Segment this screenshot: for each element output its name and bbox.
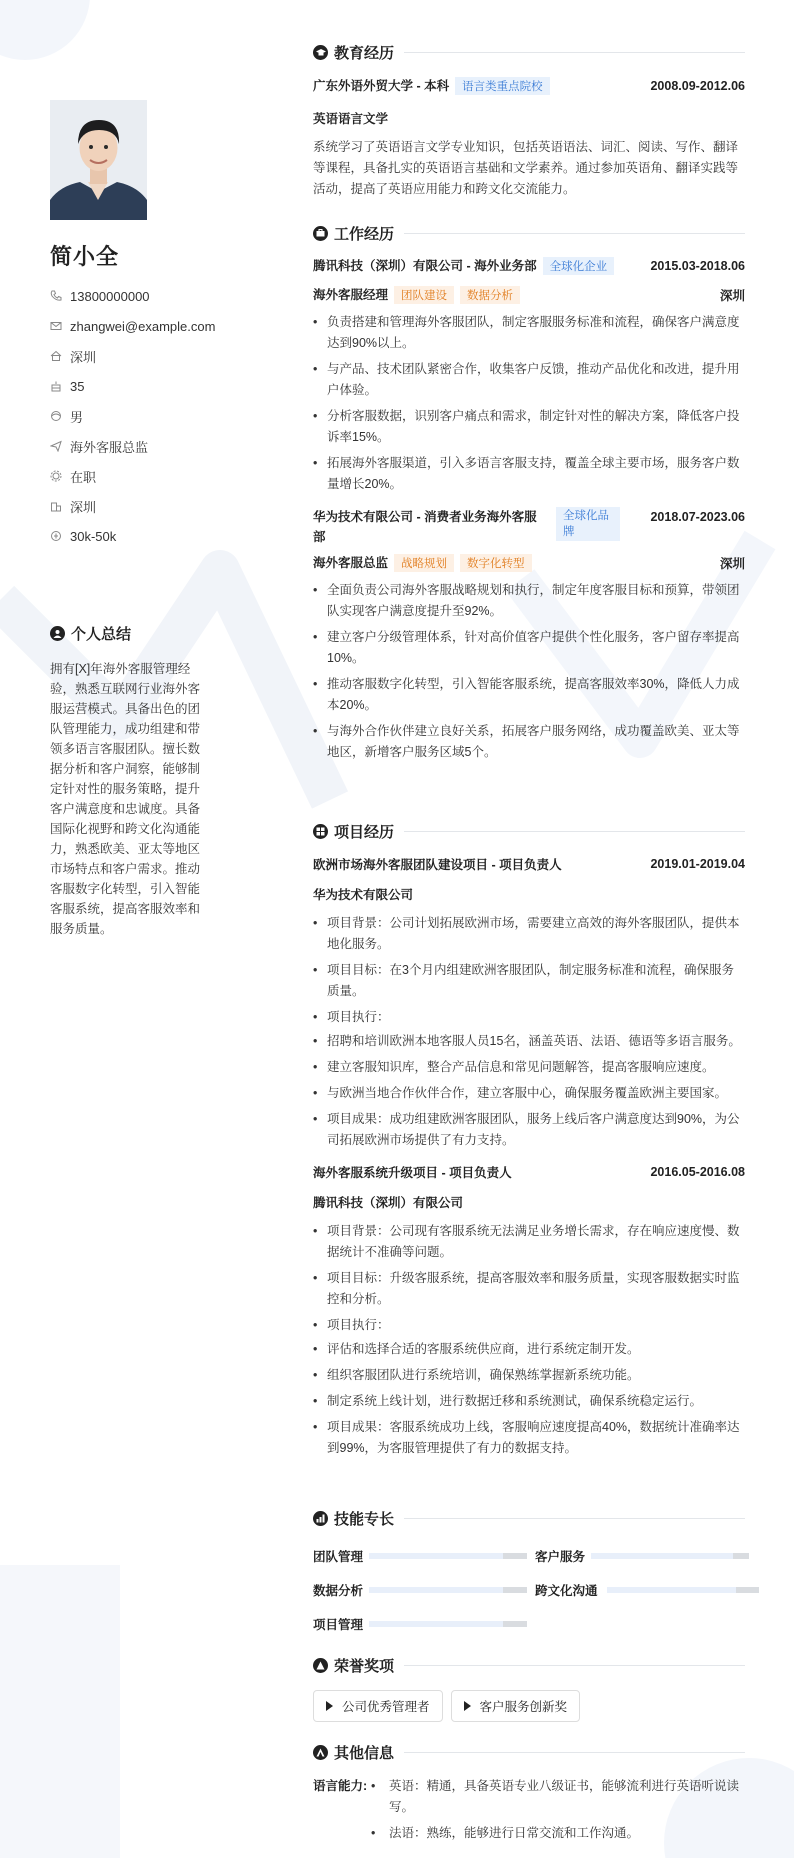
info-city: [50, 491, 215, 521]
info-text: 男: [70, 409, 84, 425]
skill-fill: [369, 1587, 503, 1593]
list-item: • 与欧洲当地合作伙伴合作，建立客服中心，确保服务覆盖欧洲主要国家。: [313, 1083, 745, 1104]
gender-icon: [50, 410, 70, 422]
education-date: 2008.09-2012.06: [650, 78, 745, 93]
list-item: • 拓展海外客服渠道，引入多语言客服支持，覆盖全球主要市场，服务客户数量增长20%。: [313, 453, 745, 495]
work-city: 深圳: [719, 556, 745, 571]
info-home: [50, 341, 215, 371]
info-gender: [50, 401, 215, 431]
award-badge: [313, 1690, 443, 1722]
skill-item: [535, 1539, 749, 1573]
project-date: 2019.01-2019.04: [650, 857, 745, 871]
list-item: • 负责搭建和管理海外客服团队，制定客服服务标准和流程，确保客户满意度达到90%以上。: [313, 312, 745, 354]
skill-bar: [607, 1587, 759, 1593]
email-icon: [50, 320, 70, 332]
info-text: 在职: [70, 469, 97, 485]
other-heading: [313, 1741, 745, 1763]
award-icon: [313, 1658, 328, 1673]
briefcase-icon: [313, 226, 328, 241]
info-salary: [50, 521, 215, 551]
age-icon: [50, 380, 70, 392]
role-tag: 数字化转型: [460, 554, 532, 572]
info-job: [50, 431, 215, 461]
skill-bar: [369, 1621, 527, 1627]
education-section: [313, 41, 745, 200]
company-tag: 全球化企业: [543, 257, 615, 275]
skill-fill: [369, 1553, 503, 1559]
info-text: zhangwei@example.com: [70, 318, 216, 334]
award-label: 公司优秀管理者: [342, 1700, 430, 1714]
award-badge: [451, 1690, 581, 1722]
skill-name: 跨文化沟通: [535, 1584, 598, 1598]
project-item: [313, 855, 745, 1151]
award-label: 客户服务创新奖: [479, 1700, 568, 1714]
list-item: • 项目执行：: [313, 1315, 745, 1336]
skills-section: [313, 1507, 745, 1649]
education-heading: [313, 41, 745, 63]
list-item: • 项目成果：成功组建欧洲客服团队，服务上线后客户满意度达到90%，为公司拓展欧洲市场提供了有力支持。: [313, 1109, 745, 1151]
work-row: [313, 256, 745, 275]
divider: [404, 1752, 745, 1753]
project-bullets: [313, 913, 745, 1151]
skill-bar: [369, 1587, 527, 1593]
project-org: 华为技术有限公司: [313, 888, 414, 902]
project-row: [313, 855, 745, 873]
list-item: • 项目目标：在3个月内组建欧洲客服团队，制定服务标准和流程，确保服务质量。: [313, 960, 745, 1002]
project-bullets: [313, 1221, 745, 1459]
divider: [404, 1518, 745, 1519]
list-item: • 评估和选择合适的客服系统供应商，进行系统定制开发。: [313, 1339, 745, 1360]
list-item: • 项目背景：公司计划拓展欧洲市场，需要建立高效的海外客服团队，提供本地化服务。: [313, 913, 745, 955]
skill-name: 客户服务: [535, 1550, 586, 1564]
list-item: • 项目背景：公司现有客服系统无法满足业务增长需求，存在响应速度慢、数据统计不准确等问题。: [313, 1221, 745, 1263]
project-org: 腾讯科技（深圳）有限公司: [313, 1196, 464, 1210]
list-item: • 制定系统上线计划，进行数据迁移和系统测试，确保系统稳定运行。: [313, 1391, 745, 1412]
info-text: 深圳: [70, 499, 97, 515]
project-name: 海外客服系统升级项目 - 项目负责人: [313, 1166, 512, 1180]
projects-section: [313, 820, 745, 1464]
work-item: [313, 256, 745, 495]
list-item: • 法语：熟练，能够进行日常交流和工作沟通。: [371, 1823, 745, 1844]
work-bullets: [313, 580, 745, 763]
avatar: [50, 100, 147, 220]
info-phone: [50, 281, 215, 311]
school-name: 广东外语外贸大学 - 本科: [313, 79, 450, 93]
work-city: 深圳: [719, 288, 745, 303]
info-age: [50, 371, 215, 401]
skill-item: [313, 1607, 527, 1641]
work-title: 工作经历: [334, 225, 395, 243]
role-tag: 战略规划: [394, 554, 454, 572]
skill-name: 数据分析: [313, 1584, 364, 1598]
skill-bar: [369, 1553, 527, 1559]
divider: [404, 52, 745, 53]
divider: [404, 831, 745, 832]
info-email: [50, 311, 215, 341]
education-title: 教育经历: [334, 44, 395, 62]
company-name: 腾讯科技（深圳）有限公司 - 海外业务部: [313, 259, 537, 273]
city-icon: [50, 500, 70, 512]
project-item: [313, 1163, 745, 1459]
other-section: [313, 1741, 745, 1849]
list-item: • 与海外合作伙伴建立良好关系，拓展客户服务网络，成功覆盖欧美、亚太等地区，新增客户服务区域5个。: [313, 721, 745, 763]
company-tag: 全球化品牌: [556, 507, 620, 541]
info-text: 35: [70, 378, 85, 394]
avatar-photo: [50, 100, 147, 220]
skill-item: [535, 1573, 759, 1607]
skill-fill: [369, 1621, 503, 1627]
contact-info-list: [50, 281, 215, 551]
project-row: [313, 1163, 745, 1181]
role: 海外客服经理: [313, 288, 389, 302]
status-icon: [50, 470, 70, 482]
company-name: 华为技术有限公司 - 消费者业务海外客服部: [313, 510, 537, 544]
list-item: • 推动客服数字化转型，引入智能客服系统，提高客服效率30%，降低人力成本20%。: [313, 674, 745, 716]
other-title: 其他信息: [334, 1744, 395, 1762]
awards-list: [313, 1690, 745, 1722]
summary-heading: [50, 623, 131, 644]
divider: [404, 1665, 745, 1666]
work-date: 2015.03-2018.06: [650, 258, 745, 273]
role-row: [313, 285, 745, 304]
list-item: • 项目执行：: [313, 1007, 745, 1028]
list-item: • 建立客户分级管理体系，针对高价值客户提供个性化服务，客户留存率提高10%。: [313, 627, 745, 669]
skills-grid: [313, 1539, 745, 1649]
info-text: 海外客服总监: [70, 439, 149, 455]
work-section: [313, 222, 745, 768]
list-item: • 项目目标：升级客服系统，提高客服效率和服务质量，实现客服数据实时监控和分析。: [313, 1268, 745, 1310]
work-item: [313, 507, 745, 763]
skill-fill: [591, 1553, 733, 1559]
profile-name: 简小全: [50, 244, 120, 269]
summary-text: 拥有[X]年海外客服管理经验，熟悉互联网行业海外客服运营模式。具备出色的团队管理能力，成功组建和带领多语言客服团队。擅长数据分析和客户洞察，能够制定针对性的服务策略，提升客户满意度和忠诚度。具备国际化视野和跨文化沟通能力，熟悉欧美、亚太等地区市场特点和客户需求。推动客服数字化转型，引入智能客服系统，提高客服效率和服务质量。: [50, 662, 201, 936]
awards-heading: [313, 1654, 745, 1676]
work-row: [313, 507, 745, 547]
play-icon: [464, 1701, 471, 1711]
major: 英语语言文学: [313, 112, 389, 126]
list-item: • 英语：精通，具备英语专业八级证书，能够流利进行英语听说读写。: [371, 1776, 745, 1818]
list-item: • 分析客服数据，识别客户痛点和需求，制定针对性的解决方案，降低客户投诉率15%。: [313, 406, 745, 448]
role-tag: 团队建设: [394, 286, 454, 304]
info-icon: [313, 1745, 328, 1760]
project-date: 2016.05-2016.08: [650, 1165, 745, 1179]
role-row: [313, 553, 745, 572]
list-item: • 项目成果：客服系统成功上线，客服响应速度提高40%，数据统计准确率达到99%，为客服管理提供了有力的数据支持。: [313, 1417, 745, 1459]
list-item: • 与产品、技术团队紧密合作，收集客户反馈，推动产品优化和改进，提升用户体验。: [313, 359, 745, 401]
list-item: • 招聘和培训欧洲本地客服人员15名，涵盖英语、法语、德语等多语言服务。: [313, 1031, 745, 1052]
work-bullets: [313, 312, 745, 495]
skill-item: [313, 1539, 527, 1573]
list-item: • 全面负责公司海外客服战略规划和执行，制定年度客服目标和预算，带领团队实现客户满意度提升至92%。: [313, 580, 745, 622]
grid-icon: [313, 824, 328, 839]
school-tag: 语言类重点院校: [455, 77, 550, 95]
play-icon: [326, 1701, 333, 1711]
phone-icon: [50, 290, 70, 302]
skill-item: [313, 1573, 527, 1607]
divider: [404, 233, 745, 234]
projects-title: 项目经历: [334, 823, 395, 841]
info-text: 深圳: [70, 349, 97, 365]
role-tag: 数据分析: [460, 286, 520, 304]
skills-title: 技能专长: [334, 1510, 395, 1528]
work-heading: [313, 222, 745, 244]
skill-bar: [591, 1553, 749, 1559]
work-date: 2018.07-2023.06: [650, 510, 745, 524]
project-name: 欧洲市场海外客服团队建设项目 - 项目负责人: [313, 858, 562, 872]
user-icon: [50, 626, 65, 641]
info-text: 30k-50k: [70, 528, 117, 544]
skill-fill: [607, 1587, 736, 1593]
salary-icon: [50, 530, 70, 542]
language-row: [313, 1776, 745, 1849]
list-item: • 组织客服团队进行系统培训，确保熟练掌握新系统功能。: [313, 1365, 745, 1386]
summary-title: 个人总结: [71, 626, 132, 643]
role: 海外客服总监: [313, 556, 389, 570]
skill-name: 团队管理: [313, 1550, 364, 1564]
education-desc: 系统学习了英语语言文学专业知识，包括英语语法、词汇、阅读、写作、翻译等课程，具备扎实的英语语言基础和文学素养。通过参加英语角、翻译实践等活动，提高了英语应用能力和跨文化交流能力。: [313, 140, 739, 196]
graduation-cap-icon: [313, 45, 328, 60]
info-text: 13800000000: [70, 288, 150, 304]
education-row: [313, 76, 745, 95]
info-status: [50, 461, 215, 491]
skill-name: 项目管理: [313, 1618, 364, 1632]
awards-section: [313, 1654, 745, 1722]
language-list: [371, 1776, 745, 1849]
bar-chart-icon: [313, 1511, 328, 1526]
sidebar: [0, 0, 250, 1858]
job-icon: [50, 440, 70, 452]
skills-heading: [313, 1507, 745, 1529]
list-item: • 建立客服知识库，整合产品信息和常见问题解答，提高客服响应速度。: [313, 1057, 745, 1078]
language-label: 语言能力:: [313, 1779, 368, 1793]
projects-heading: [313, 820, 745, 842]
home-icon: [50, 350, 70, 362]
awards-title: 荣誉奖项: [334, 1657, 395, 1675]
